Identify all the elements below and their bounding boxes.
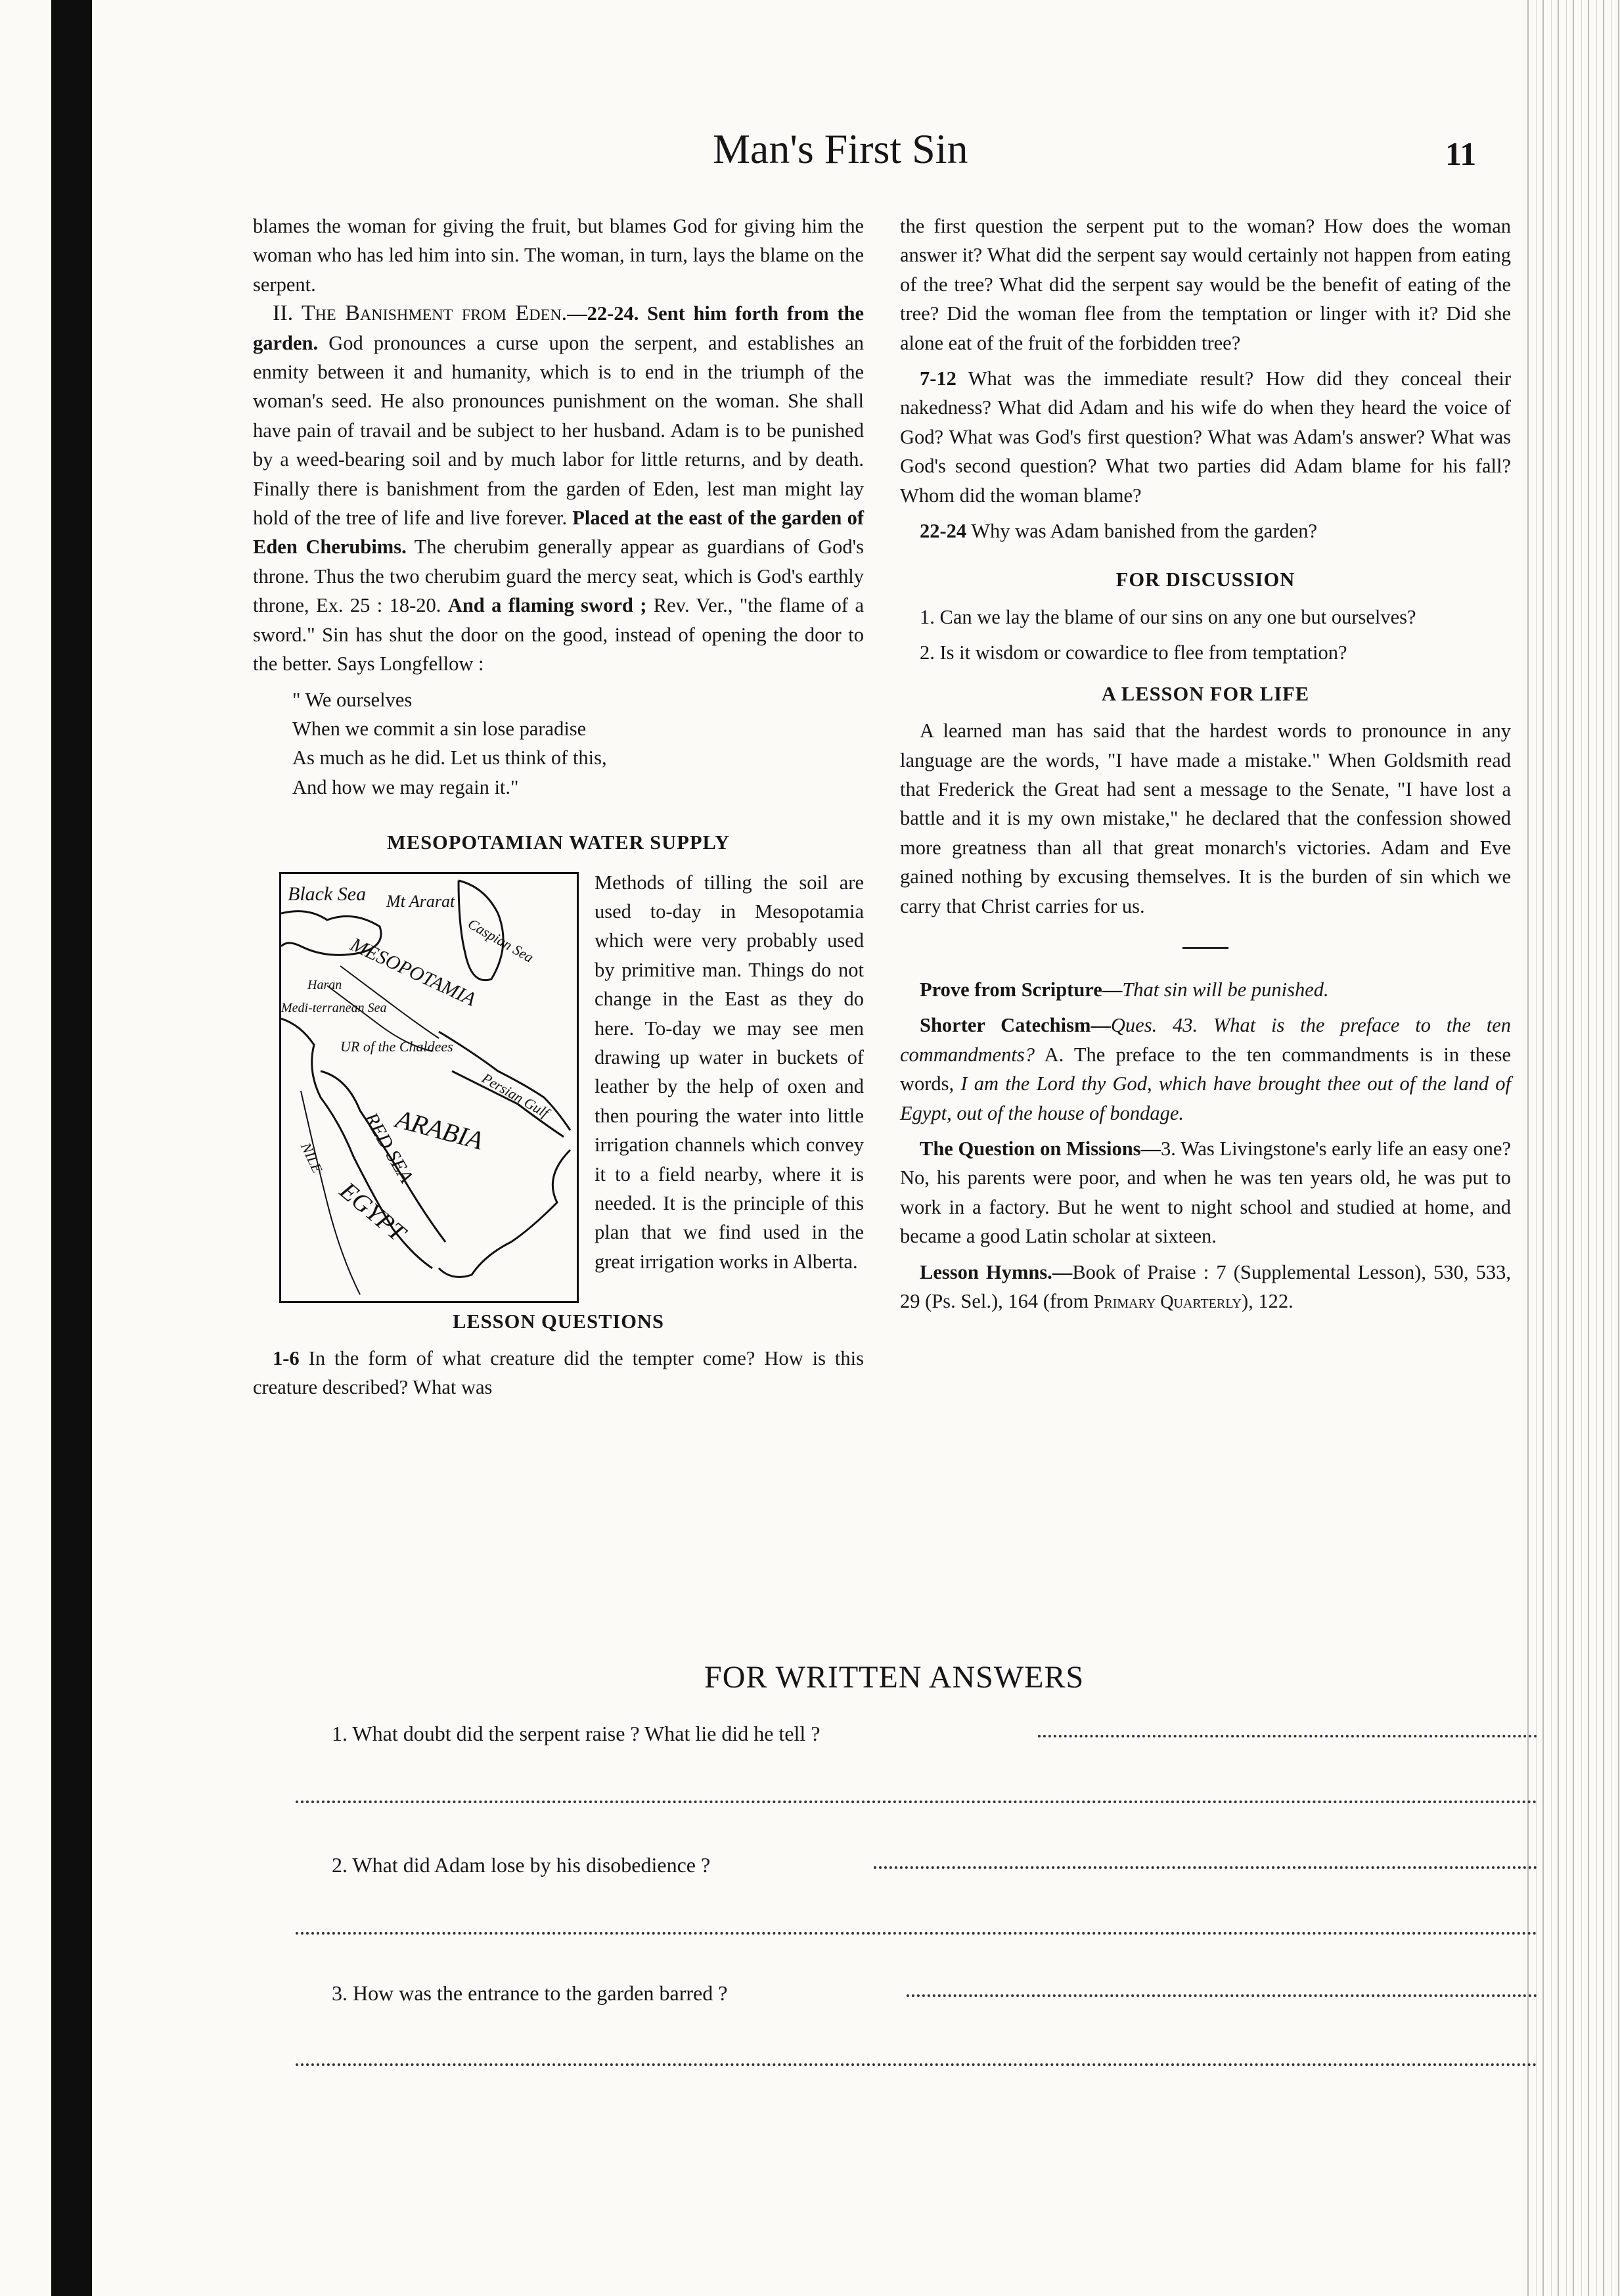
- prove-label: Prove from Scripture—: [920, 978, 1123, 1001]
- lesson-hymns: [900, 1258, 1511, 1318]
- section-text: God pronounces a curse upon the serpent, and establishes an enmity between it and humanity, which is to end in the triumph of the woman's seed. He also pronounces punishment on the woman. She shall have pain of travail and be subject to her husband. Adam is to be punished by a weed-bearing soil and by much labor for little returns, and by death. Finally there is banishment from the garden of Eden, lest man might lay hold of the tree of life and live forever.: [253, 331, 864, 530]
- section-number: II.: [273, 301, 294, 326]
- answer-line[interactable]: [874, 1866, 1537, 1869]
- missions-label: The Question on Missions—: [920, 1137, 1161, 1160]
- question-text: What was the immediate result? How did they conceal their nakedness? What did Adam and his wife do when they heard the voice of God? What was God's first question? What was Adam's answer? What was God's second question? What two parties did Adam blame for his fall? Whom did the woman blame?: [900, 367, 1511, 507]
- answer-line[interactable]: [907, 1994, 1537, 1997]
- question-text: In the form of what creature did the tempter come? How is this creature described? What was: [253, 1346, 864, 1399]
- map-label-mesopotamia: MESOPOTAMIA: [347, 933, 480, 1011]
- map-label-persian-gulf: Persian Gulf: [479, 1069, 552, 1121]
- catechism-answer-quote: I am the Lord thy God, which have brought thee out of the land of Egypt, out of the house of bondage.: [900, 1072, 1512, 1124]
- section-text: The cherubim generally appear as guardians of God's throne. Thus the two cherubim guard the mercy seat, which is God's earthly throne, Ex. 25 : 18-20.: [253, 536, 864, 617]
- red-sea-west-coast: [281, 1019, 432, 1268]
- map-label-egypt: EGYPT: [334, 1176, 411, 1247]
- lesson-for-life-heading: A LESSON FOR LIFE: [1101, 682, 1310, 705]
- catechism-ques-number: Ques. 43.: [1110, 1014, 1198, 1037]
- written-question-3: 3. How was the entrance to the garden barred ?: [332, 1981, 728, 2005]
- missions-text: 3. Was Livingstone's early life an easy one? No, his parents were poor, and when he was ten years old, he was put to work in a factory. But he went to night school and studied at home, and became a good Latin scholar at sixteen.: [900, 1137, 1511, 1248]
- hymns-label: Lesson Hymns.—: [920, 1260, 1073, 1283]
- left-column: [253, 212, 864, 1402]
- answer-line[interactable]: [1038, 1735, 1537, 1737]
- mesopotamia-map: [279, 872, 579, 1303]
- map-label-ararat: Mt Ararat: [386, 891, 455, 911]
- map-label-mediterranean: Medi-terranean Sea: [281, 1000, 387, 1015]
- question-ref: 22-24: [920, 520, 967, 543]
- answer-line[interactable]: [296, 1801, 1537, 1803]
- prove-text: That sin will be punished.: [1122, 978, 1329, 1001]
- poem-line: As much as he did. Let us think of this,: [292, 746, 607, 769]
- hymns-text: ), 122.: [1241, 1290, 1294, 1312]
- lesson-questions-heading: LESSON QUESTIONS: [453, 1310, 664, 1333]
- verse-phrase: Placed at the east of the garden of Eden Cherubims.: [253, 507, 864, 559]
- lesson-question: [900, 517, 1511, 545]
- section-text: Rev. Ver., "the flame of a sword." Sin has shut the door on the good, instead of opening the door to the better. Says Longfellow :: [253, 594, 865, 676]
- section-ref: —22-24.: [567, 302, 639, 325]
- discussion-item: 1. Can we lay the blame of our sins on any one but ourselves?: [920, 605, 1416, 628]
- map-caption-text: Methods of tilling the soil are used to-day in Mesopotamia which were very probably used by primitive man. Things do not change in the East as they do here. To-day we may see men drawing up water in buckets of leather by the help of oxen and then pouring the water into little irrigation channels which convey it to a field nearby, where it is needed. It is the principle of this plan that we find used in the great irrigation works in Alberta.: [595, 871, 864, 1273]
- scan-binding-edge: [51, 0, 92, 2296]
- answer-line[interactable]: [296, 1932, 1537, 1935]
- discussion-heading: FOR DISCUSSION: [1115, 568, 1295, 591]
- scan-right-edge: [1521, 0, 1620, 2296]
- verse-phrase: Sent him forth from the garden.: [253, 302, 865, 354]
- poem-line: And how we may regain it.": [292, 775, 519, 798]
- lesson-for-life-text: A learned man has said that the hardest words to pronounce in any language are the words, "I have made a mistake." When Goldsmith read that Frederick the Great had sent a message to the Senate, "I have lost a battle and it is my own mistake," he declared that the confession showed more greatness than all that great monarch's victories. Adam and Eve gained nothing by excusing themselves. It is the burden of sin which we carry that Christ carries for us.: [900, 720, 1511, 917]
- written-question-2: 2. What did Adam lose by his disobedience ?: [332, 1853, 711, 1877]
- shorter-catechism: [900, 1011, 1511, 1128]
- arabia-south-coast: [439, 1150, 570, 1277]
- catechism-label: Shorter Catechism—: [920, 1014, 1111, 1037]
- question-ref: 7-12: [920, 367, 956, 390]
- prove-from-scripture: [900, 975, 1511, 1004]
- question-ref: 1-6: [273, 1346, 300, 1369]
- map-label-ur: UR of the Chaldees: [340, 1038, 453, 1055]
- map-heading: MESOPOTAMIAN WATER SUPPLY: [386, 831, 731, 854]
- hymns-source: Primary Quarterly: [1093, 1292, 1242, 1312]
- poem-line: When we commit a sin lose paradise: [292, 717, 587, 740]
- lesson-question: [900, 364, 1511, 510]
- map-label-haran: Haran: [307, 977, 342, 992]
- map-label-black-sea: Black Sea: [288, 883, 367, 905]
- map-drawing: [281, 874, 577, 1301]
- missions-question: [900, 1134, 1511, 1251]
- map-label-red-sea: RED SEA: [359, 1108, 418, 1187]
- verse-phrase: And a flaming sword ;: [447, 594, 647, 617]
- divider-rule: [1182, 947, 1228, 949]
- written-question-1: 1. What doubt did the serpent raise ? What lie did he tell ?: [332, 1722, 821, 1745]
- map-label-nile: NILE: [298, 1139, 326, 1176]
- question-text: Why was Adam banished from the garden?: [971, 520, 1318, 543]
- map-label-arabia: ARABIA: [392, 1103, 487, 1155]
- paragraph-blame: blames the woman for giving the fruit, but blames God for giving him the woman who has led him into sin. The woman, in turn, lays the blame on the serpent.: [253, 215, 864, 296]
- written-answers-title: FOR WRITTEN ANSWERS: [704, 1660, 1085, 1695]
- catechism-answer: A. The preface to the ten commandments is in these words,: [900, 1043, 1511, 1095]
- lesson-question: [253, 1344, 864, 1402]
- map-section: [253, 868, 864, 1277]
- page-title: Man's First Sin: [713, 126, 968, 172]
- page-number: 11: [1445, 135, 1477, 172]
- hymns-text: Book of Praise : 7 (Supplemental Lesson), 530, 533, 29 (Ps. Sel.), 164 (from: [900, 1260, 1512, 1312]
- discussion-item: 2. Is it wisdom or cowardice to flee from temptation?: [920, 641, 1347, 664]
- catechism-question: What is the preface to the ten commandments?: [900, 1014, 1511, 1066]
- answer-line[interactable]: [296, 2063, 1537, 2066]
- section-title: The Banishment from Eden.: [301, 301, 568, 326]
- right-column: [900, 212, 1511, 1317]
- section-banishment: [253, 299, 864, 678]
- lesson-question-continued: the first question the serpent put to the woman? How does the woman answer it? What did the serpent say would certainly not happen from eating of the tree? What did the serpent say would be the benefit of eating of the tree? Did the woman flee from the temptation or linger with it? Did she alone eat of the fruit of the forbidden tree?: [900, 215, 1511, 354]
- map-label-caspian: Caspian Sea: [465, 915, 537, 966]
- poem-line: " We ourselves: [292, 688, 413, 711]
